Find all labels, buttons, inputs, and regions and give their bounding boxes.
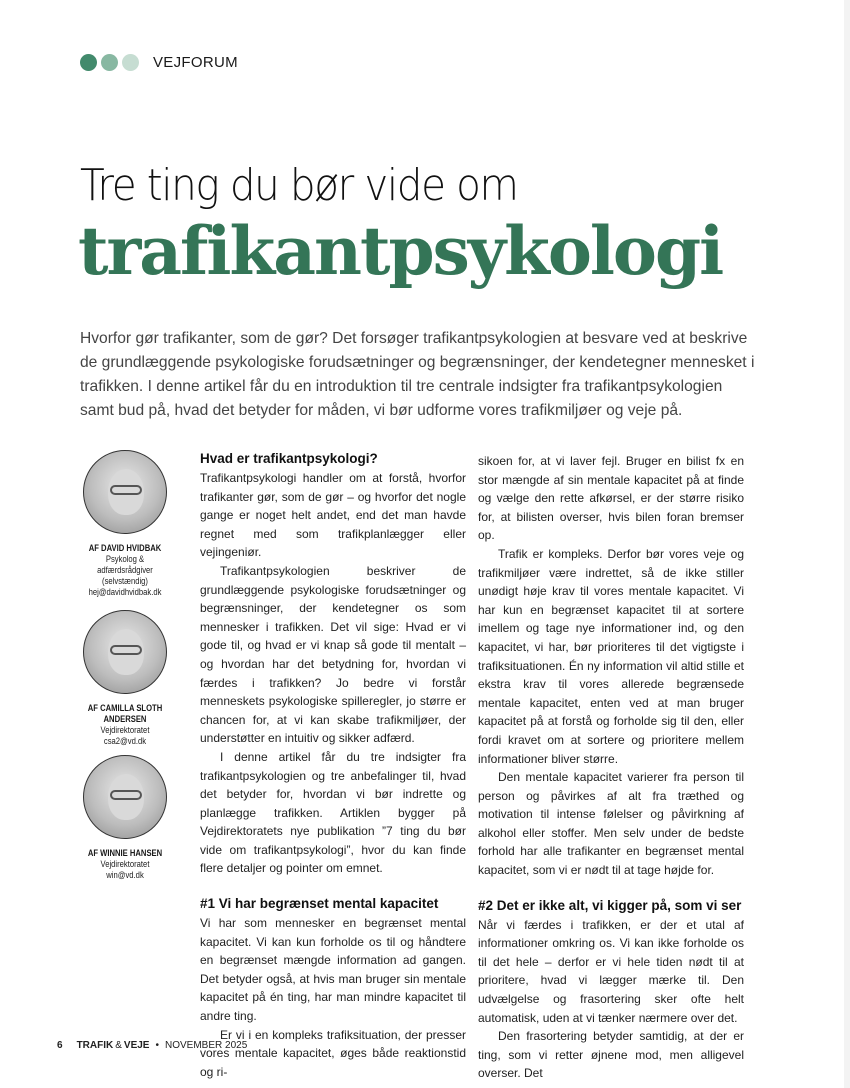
article-title-line1: Tre ting du bør vide om bbox=[80, 160, 518, 211]
paragraph: Vi har som mennesker en begrænset mental kapacitet. Vi kan kun forholde os til og håndtere en begrænset mængde information ad gangen. Det betyder også, at hvis man bruger sin mentale kapacitet på én ting, har man mindre kapacitet til andre ting. bbox=[200, 916, 466, 1024]
page-number: 6 bbox=[57, 1040, 63, 1051]
body-column-1 bbox=[200, 450, 466, 1081]
subheading: #1 Vi har begrænset mental kapacitet bbox=[200, 896, 439, 912]
footer-bullet: • bbox=[155, 1040, 159, 1051]
page-footer bbox=[57, 1040, 247, 1051]
paragraph: Er vi i en kompleks trafiksituation, der presser vores mentale kapacitet, øges både reaktionstid og ri- bbox=[200, 1027, 466, 1079]
author-role: Vejdirektoratet bbox=[100, 859, 150, 869]
paragraph: Trafikantpsykologien beskriver de grundlæggende psykologiske forudsætninger og begrænsninger, der kendetegner os som mennesker i trafikken. Det vil sige: Hvad er vi gode til, og hvad er vi knap så gode til mentalt – og hvordan har det betydning for, hvordan vi færdes i trafikken? Jo bedre vi forstår menneskets psykologiske spilleregler, jo større er chancen for, at vi kan skabe trafikmiljøer, der understøtter en intuitiv og sikker adfærd. bbox=[200, 563, 466, 746]
magazine-name-amp: & bbox=[115, 1040, 122, 1051]
paragraph: Den frasortering betyder samtidig, at der er ting, som vi retter øjnene mod, men alligevel overser. Det bbox=[478, 1029, 744, 1081]
author-email[interactable]: hej@davidhvidbak.dk bbox=[88, 587, 162, 597]
body-column-2 bbox=[478, 452, 744, 1083]
magazine-name-part2: VEJE bbox=[123, 1040, 150, 1051]
magazine-name-part1: TRAFIK bbox=[76, 1040, 114, 1051]
author-role: Vejdirektoratet bbox=[100, 725, 150, 735]
author-email[interactable]: win@vd.dk bbox=[106, 870, 144, 880]
author-card bbox=[70, 610, 180, 747]
section-dot-icon bbox=[80, 54, 97, 71]
author-role: adfærdsrådgiver bbox=[97, 565, 153, 575]
author-role: Psykolog & bbox=[105, 554, 145, 564]
subheading: Hvad er trafikantpsykologi? bbox=[200, 451, 378, 466]
author-role: (selvstændig) bbox=[102, 576, 148, 586]
paragraph: Den mentale kapacitet varierer fra person til person og påvirkes af alt fra træthed og motivation til intense følelser og påvirkning af alkohol eller stoffer. Men selv under de bedste forhold har alle trafikanter en begrænset mental kapacitet, som vi er nødt til at tage højde for. bbox=[478, 770, 744, 878]
article-title-line2: trafikantpsykologi bbox=[78, 212, 723, 290]
page-edge bbox=[844, 0, 850, 1088]
paragraph: I denne artikel får du tre indsigter fra trafikantpsykologien og tre anbefalinger til, hvad det betyder for, hvordan vi bør indrette og planlægge trafikken. Artiklen bygger på Vejdirektoratets nye publikation ”7 ting du bør vide om trafikantpsykologi”, hvor du kan finde flere detaljer og pointer om emnet. bbox=[200, 749, 466, 876]
author-photo bbox=[83, 450, 167, 534]
author-photo bbox=[83, 610, 167, 694]
author-name: AF CAMILLA SLOTH ANDERSEN bbox=[87, 703, 163, 724]
author-card bbox=[70, 450, 180, 598]
subheading: #2 Det er ikke alt, vi kigger på, som vi ser bbox=[478, 897, 742, 913]
paragraph: Trafik er kompleks. Derfor bør vores veje og trafikmiljøer være indrettet, så de ikke stiller unødigt høje krav til vores mentale kapacitet. Vi har kun en begrænset kapacitet til at sortere imellem og tage nye informationer ind, og den kapacitet, vi har, bør prioriteres til det vigtigste i trafiksituationen. Én ny information vil altid stille et ekstra krav til vores allerede begrænsede mentale kapacitet, enten ved at man bruger kapacitet på at forstå og forholde sig til den, eller fordi kravet om at sortere og prioritere mellem informationer bliver større. bbox=[478, 546, 744, 766]
paragraph: Trafikantpsykologi handler om at forstå, hvorfor trafikanter gør, som de gør – og hvorfor det nogle gange er noget helt andet, end det man havde regnet med som trafikplanlægger eller vejingeniør. bbox=[200, 471, 466, 560]
section-dot-icon bbox=[101, 54, 118, 71]
author-photo bbox=[83, 755, 167, 839]
section-label: VEJFORUM bbox=[153, 54, 238, 71]
section-dot-icon bbox=[122, 54, 139, 71]
paragraph: Når vi færdes i trafikken, er der et utal af informationer omkring os. Vi kan ikke forholde os til det hele – derfor er vi hele tiden nødt til at prioritere, hvad vi lægger mærke til. Den udvælgelse og frasortering sker ofte helt automatisk, uden at vi tænker nærmere over det. bbox=[478, 917, 744, 1025]
issue-date: NOVEMBER 2025 bbox=[165, 1040, 248, 1051]
paragraph: sikoen for, at vi laver fejl. Bruger en bilist fx en stor mængde af sin mentale kapacitet på at finde og vælge den rette afkørsel, er der større risiko for, at bilisten overser, hvis bilen foran bremser op. bbox=[478, 454, 744, 543]
author-card bbox=[70, 755, 180, 881]
author-email[interactable]: csa2@vd.dk bbox=[103, 736, 147, 746]
section-tag bbox=[80, 54, 238, 71]
author-name: AF DAVID HVIDBAK bbox=[88, 543, 162, 553]
article-lead: Hvorfor gør trafikanter, som de gør? Det forsøger trafikantpsykologien at besvare ved at beskrive de grundlæggende psykologiske forudsætninger og begrænsninger, der kendetegner mennesket i trafikken. I denne artikel får du en introduktion til tre centrale indsigter fra trafikantpsykologien samt bud på, hvad det betyder for måden, vi bør udforme vores trafikmiljøer og veje på. bbox=[80, 330, 755, 419]
author-name: AF WINNIE HANSEN bbox=[87, 848, 163, 858]
